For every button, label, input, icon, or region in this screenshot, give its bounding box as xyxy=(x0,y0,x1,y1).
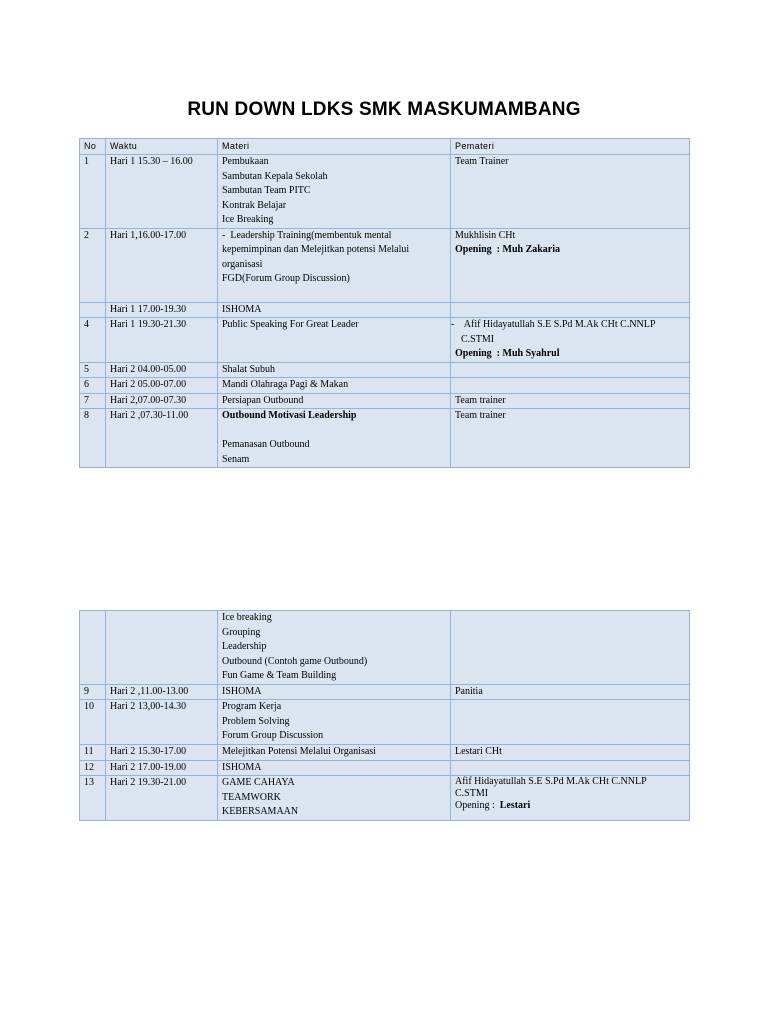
cell-pemateri xyxy=(451,362,690,378)
materi-line: Pembukaan xyxy=(222,156,269,167)
opening-line xyxy=(455,800,685,812)
cell-no: 4 xyxy=(80,318,106,363)
cell-materi xyxy=(218,700,451,745)
materi-line: Kontrak Belajar xyxy=(222,199,287,211)
cell-pemateri: Team trainer xyxy=(451,409,690,468)
materi-line: Problem Solving xyxy=(222,715,290,727)
cell-pemateri xyxy=(451,700,690,745)
cell-no: 12 xyxy=(80,760,106,776)
pemateri-line: Mukhlisin CHt xyxy=(455,229,516,241)
cell-pemateri: Team trainer xyxy=(451,393,690,409)
table-row xyxy=(80,228,690,302)
cell-materi: Shalat Subuh xyxy=(218,362,451,378)
cell-materi xyxy=(218,155,451,229)
cell-no: 8 xyxy=(80,409,106,468)
cell-waktu: Hari 2 04.00-05.00 xyxy=(106,362,218,378)
pemateri-line: - Afif Hidayatullah S.E S.Pd M.Ak CHt C.NNLP xyxy=(451,319,656,330)
materi-line: Grouping xyxy=(222,626,261,638)
materi-line: FGD(Forum Group Discussion) xyxy=(222,273,350,284)
materi-line: kepemimpinan dan Melejitkan potensi Melalui xyxy=(222,244,410,255)
materi-line: Outbound Motivasi Leadership xyxy=(222,410,357,421)
cell-waktu: Hari 1 19.30-21.30 xyxy=(106,318,218,363)
cell-no xyxy=(80,611,106,685)
cell-no: 7 xyxy=(80,393,106,409)
table-header-row xyxy=(80,139,690,155)
cell-no: 6 xyxy=(80,378,106,394)
materi-line: - Leadership Training(membentuk mental xyxy=(222,229,392,241)
cell-pemateri xyxy=(451,302,690,318)
table-row xyxy=(80,700,690,745)
table-row xyxy=(80,745,690,761)
cell-materi: Public Speaking For Great Leader xyxy=(218,318,451,363)
cell-pemateri xyxy=(451,776,690,821)
cell-no: 5 xyxy=(80,362,106,378)
cell-no: 13 xyxy=(80,776,106,821)
cell-pemateri xyxy=(451,611,690,685)
opening-name: Lestari xyxy=(499,800,531,811)
cell-materi: ISHOMA xyxy=(218,760,451,776)
table-row xyxy=(80,776,690,821)
materi-line: Ice breaking xyxy=(222,612,272,623)
pemateri-line: Afif Hidayatullah S.E S.Pd M.Ak CHt C.NNLP xyxy=(455,776,647,787)
materi-line: Pemanasan Outbound xyxy=(222,439,310,450)
table-row xyxy=(80,684,690,700)
cell-waktu: Hari 2,07.00-07.30 xyxy=(106,393,218,409)
header-no: No xyxy=(80,139,106,155)
cell-materi xyxy=(218,228,451,302)
materi-line: Program Kerja xyxy=(222,701,282,712)
cell-no: 2 xyxy=(80,228,106,302)
materi-line: TEAMWORK xyxy=(222,791,281,803)
materi-line: Forum Group Discussion xyxy=(222,730,324,741)
cell-materi: Melejitkan Potensi Melalui Organisasi xyxy=(218,745,451,761)
materi-line: Sambutan Team PITC xyxy=(222,185,311,196)
cell-waktu: Hari 2 19.30-21.00 xyxy=(106,776,218,821)
table-row xyxy=(80,760,690,776)
cell-waktu: Hari 2 13,00-14.30 xyxy=(106,700,218,745)
cell-materi xyxy=(218,409,451,468)
cell-waktu xyxy=(106,611,218,685)
pemateri-line: C.STMI xyxy=(455,788,489,799)
table-row xyxy=(80,378,690,394)
cell-pemateri xyxy=(451,318,690,363)
table-row xyxy=(80,393,690,409)
cell-waktu: Hari 2 17.00-19.00 xyxy=(106,760,218,776)
cell-no xyxy=(80,302,106,318)
cell-pemateri xyxy=(451,228,690,302)
opening-line: Opening : Muh Zakaria xyxy=(455,244,561,255)
blank-line xyxy=(222,424,446,439)
materi-line: KEBERSAMAAN xyxy=(222,806,299,817)
materi-line: Leadership xyxy=(222,641,267,652)
rundown-table-2 xyxy=(79,610,690,821)
cell-materi xyxy=(218,611,451,685)
table-row xyxy=(80,611,690,685)
page-title: RUN DOWN LDKS SMK MASKUMAMBANG xyxy=(187,99,581,120)
cell-materi: Persiapan Outbound xyxy=(218,393,451,409)
materi-line: Ice Breaking xyxy=(222,214,274,225)
cell-pemateri: Lestari CHt xyxy=(451,745,690,761)
cell-pemateri: Team Trainer xyxy=(451,155,690,229)
materi-line: organisasi xyxy=(222,258,263,270)
cell-materi: Mandi Olahraga Pagi & Makan xyxy=(218,378,451,394)
cell-waktu: Hari 2 ,11.00-13.00 xyxy=(106,684,218,700)
header-waktu: Waktu xyxy=(106,139,218,155)
opening-label: Opening : xyxy=(455,800,500,811)
rundown-table-1 xyxy=(79,138,690,468)
table-row xyxy=(80,302,690,318)
table-row xyxy=(80,362,690,378)
cell-waktu: Hari 1,16.00-17.00 xyxy=(106,228,218,302)
header-materi: Materi xyxy=(218,139,451,155)
cell-materi: ISHOMA xyxy=(218,684,451,700)
cell-pemateri: Panitia xyxy=(451,684,690,700)
materi-line: Sambutan Kepala Sekolah xyxy=(222,170,328,182)
cell-waktu: Hari 1 15.30 – 16.00 xyxy=(106,155,218,229)
table-row xyxy=(80,318,690,363)
materi-line: Senam xyxy=(222,453,250,465)
cell-materi xyxy=(218,776,451,821)
cell-pemateri xyxy=(451,760,690,776)
table-row xyxy=(80,155,690,229)
cell-waktu: Hari 2 05.00-07.00 xyxy=(106,378,218,394)
cell-waktu: Hari 2 ,07.30-11.00 xyxy=(106,409,218,468)
cell-no: 1 xyxy=(80,155,106,229)
pemateri-line: C.STMI xyxy=(461,333,495,345)
header-pemateri: Pemateri xyxy=(451,139,690,155)
cell-no: 11 xyxy=(80,745,106,761)
materi-line: Outbound (Contoh game Outbound) xyxy=(222,655,368,667)
cell-waktu: Hari 1 17.00-19.30 xyxy=(106,302,218,318)
table-row xyxy=(80,409,690,468)
cell-pemateri xyxy=(451,378,690,394)
materi-line: GAME CAHAYA xyxy=(222,777,295,788)
cell-no: 10 xyxy=(80,700,106,745)
materi-line: Fun Game & Team Building xyxy=(222,670,337,681)
opening-line: Opening : Muh Syahrul xyxy=(455,348,560,359)
cell-materi: ISHOMA xyxy=(218,302,451,318)
cell-no: 9 xyxy=(80,684,106,700)
cell-waktu: Hari 2 15.30-17.00 xyxy=(106,745,218,761)
